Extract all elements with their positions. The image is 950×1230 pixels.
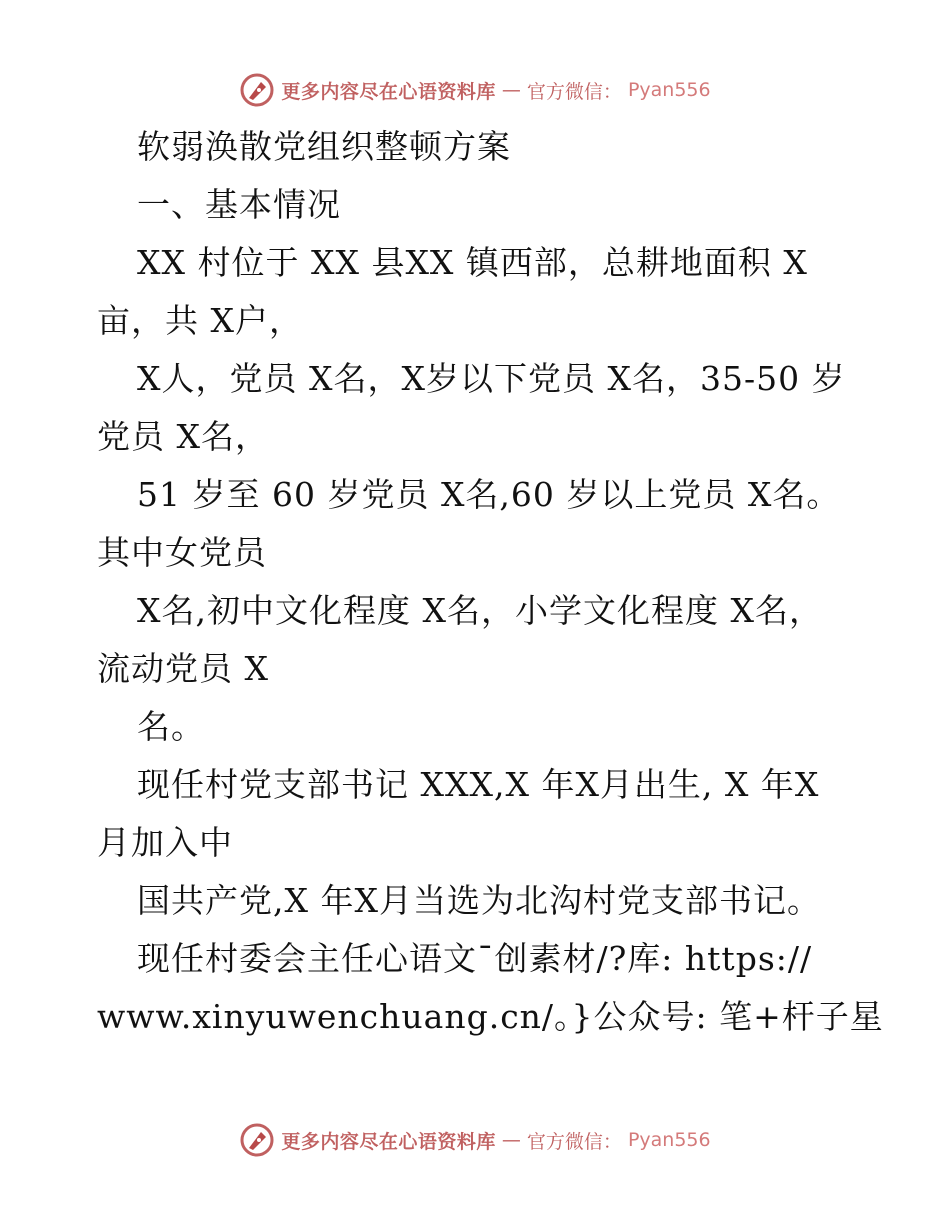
banner-wechat-label: 官方微信： — [526, 80, 622, 103]
text-line: XX 村位于 XX 县XX 镇西部，总耕地面积 X — [137, 243, 808, 282]
text-line: 月加入中 — [97, 823, 233, 862]
banner-separator: — — [501, 1129, 521, 1151]
banner-text: 更多内容尽在心语资料库 — [281, 80, 496, 103]
banner-wechat-label: 官方微信： — [526, 1130, 622, 1153]
header-watermark-banner — [0, 70, 950, 110]
pen-nib-logo-icon — [239, 72, 275, 108]
text-line: 其中女党员 — [97, 533, 267, 572]
document-title: 软弱涣散党组织整顿方案 — [137, 127, 511, 166]
text-line: www.xinyuwenchuang.cn/。}公众号: 笔+杆子星 — [97, 997, 884, 1036]
banner-separator: — — [501, 79, 521, 101]
text-line: 现任村党支部书记 XXX,X 年X月出生, X 年X — [137, 765, 820, 804]
text-line: 现任村委会主任心语文¯创素材/?库: https:// — [137, 939, 813, 978]
text-line: 党员 X名， — [97, 417, 269, 456]
text-line: X人，党员 X名，X岁以下党员 X名，35-50 岁 — [137, 359, 846, 398]
document-body — [97, 118, 884, 1046]
text-line: 国共产党,X 年X月当选为北沟村党支部书记。 — [137, 881, 821, 920]
banner-wechat-id: Pyan556 — [627, 79, 711, 101]
text-line: X名,初中文化程度 X名，小学文化程度 X名， — [137, 591, 823, 630]
banner-wechat-id: Pyan556 — [627, 1129, 711, 1151]
text-line: 51 岁至 60 岁党员 X名,60 岁以上党员 X名。 — [137, 475, 841, 514]
pen-nib-logo-icon — [239, 1122, 275, 1158]
section-heading: 一、基本情况 — [137, 185, 341, 224]
banner-text: 更多内容尽在心语资料库 — [281, 1130, 496, 1153]
text-line: 流动党员 X — [97, 649, 269, 688]
text-line: 亩，共 X户， — [97, 301, 303, 340]
footer-watermark-banner — [0, 1120, 950, 1160]
text-line: 名。 — [137, 707, 205, 746]
